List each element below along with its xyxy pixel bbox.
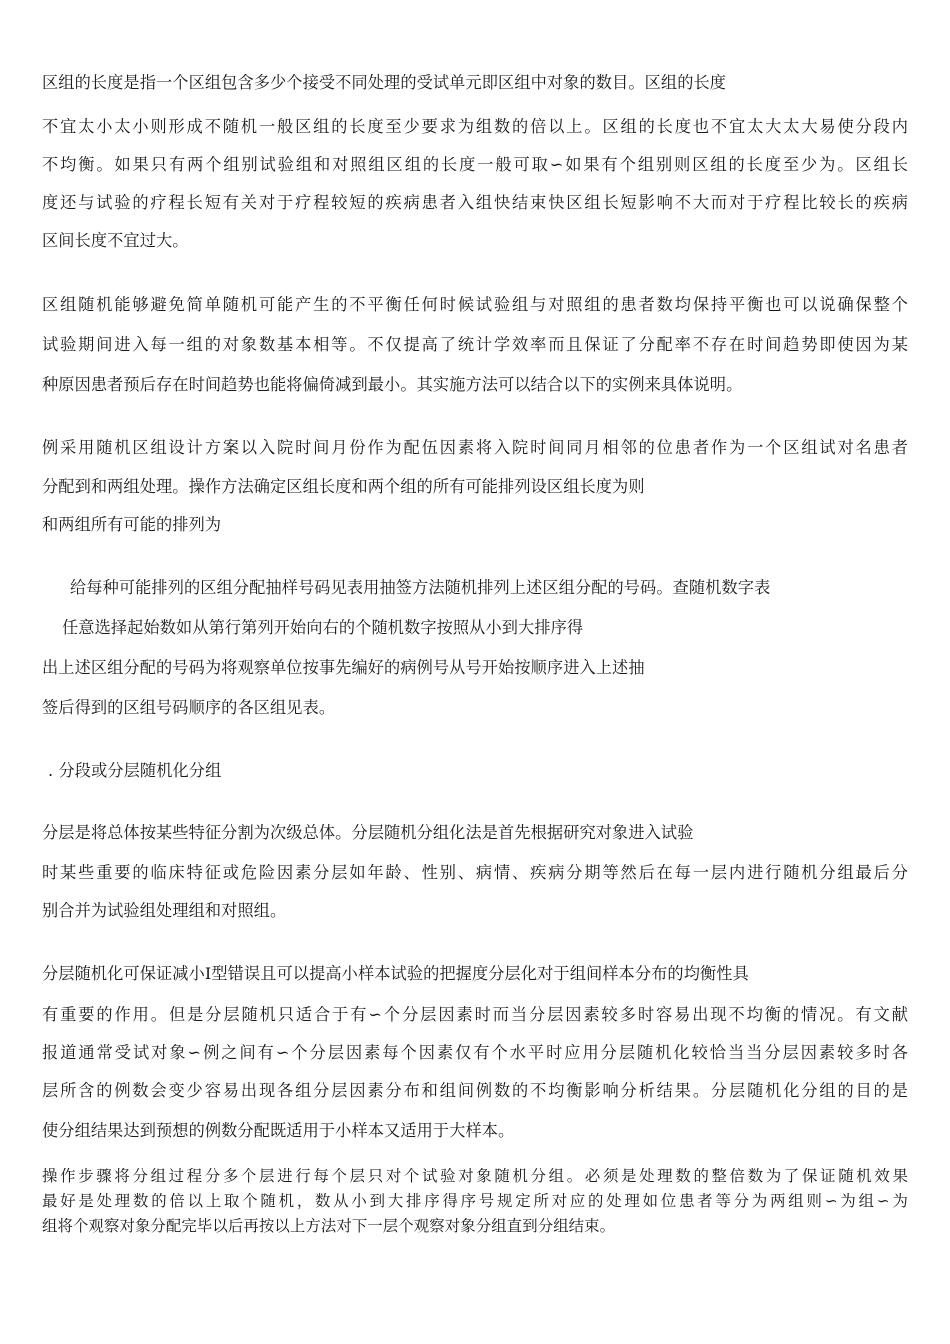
text-line: 最好是处理数的倍以上取个随机，数从小到大排序得序号规定所对应的处理如位患者等分为两组则∽为组∽为 — [42, 1192, 908, 1210]
text-line: 时某些重要的临床特征或危险因素分层如年龄、性别、病情、疾病分期等然后在每一层内进行随机分组最后分 — [42, 863, 908, 882]
text-line: 分配到和两组处理。操作方法确定区组长度和两个组的所有可能排列设区组长度为则 — [42, 477, 645, 496]
text-line: 分层是将总体按某些特征分割为次级总体。分层随机分组化法是首先根据研究对象进入试验 — [42, 823, 694, 842]
text-line: 别合并为试验组处理组和对照组。 — [42, 901, 287, 920]
text-line: 给每种可能排列的区组分配抽样号码见表用抽签方法随机排列上述区组分配的号码。查随机数字表 — [70, 578, 771, 597]
text-line: 组将个观察对象分配完毕以后再按以上方法对下一层个观察对象分组直到分组结束。 — [42, 1217, 616, 1235]
text-line: 区间长度不宜过大。 — [42, 231, 189, 250]
text-line: 区组的长度是指一个区组包含多少个接受不同处理的受试单元即区组中对象的数目。区组的长度 — [42, 73, 727, 92]
section-heading: . 分段或分层随机化分组 — [48, 761, 222, 780]
text-line: 使分组结果达到预想的例数分配既适用于小样本又适用于大样本。 — [42, 1121, 515, 1140]
text-line: 种原因患者预后存在时间趋势也能将偏倚减到最小。其实施方法可以结合以下的实例来具体说明。 — [42, 375, 743, 394]
text-line: 操作步骤将分组过程分多个层进行每个层只对个试验对象随机分组。必须是处理数的整倍数为了保证随机效果 — [42, 1167, 908, 1185]
text-line: 报道通常受试对象∽例之间有∽个分层因素每个因素仅有个水平时应用分层随机化较恰当当分层因素较多时各 — [42, 1043, 908, 1062]
text-line: 签后得到的区组号码顺序的各区组见表。 — [42, 698, 336, 717]
text-line: 任意选择起始数如从第行第列开始向右的个随机数字按照从小到大排序得 — [62, 618, 584, 637]
text-line: 和两组所有可能的排列为 — [42, 515, 222, 534]
text-line: 例采用随机区组设计方案以入院时间月份作为配伍因素将入院时间同月相邻的位患者作为一个区组试对名患者 — [42, 438, 908, 457]
text-line: 区组随机能够避免简单随机可能产生的不平衡任何时候试验组与对照组的患者数均保持平衡也可以说确保整个 — [42, 295, 908, 314]
text-line: 有重要的作用。但是分层随机只适合于有∽个分层因素时而当分层因素较多时容易出现不均衡的情况。有文献 — [42, 1005, 908, 1024]
text-line: 分层随机化可保证减小Ⅰ型错误且可以提高小样本试验的把握度分层化对于组间样本分布的均衡性具 — [42, 964, 749, 983]
text-line: 不宜太小太小则形成不随机一般区组的长度至少要求为组数的倍以上。区组的长度也不宜太大太大易使分段内 — [42, 117, 908, 136]
text-line: 出上述区组分配的号码为将观察单位按事先编好的病例号从号开始按顺序进入上述抽 — [42, 658, 645, 677]
text-line: 不均衡。如果只有两个组别试验组和对照组区组的长度一般可取∽如果有个组别则区组的长度至少为。区组长 — [42, 155, 908, 174]
text-line: 度还与试验的疗程长短有关对于疗程较短的疾病患者入组快结束快区组长短影响不大而对于疗程比较长的疾病 — [42, 193, 908, 212]
text-line: 层所含的例数会变少容易出现各组分层因素分布和组间例数的不均衡影响分析结果。分层随机化分组的目的是 — [42, 1081, 908, 1100]
text-line: 试验期间进入每一组的对象数基本相等。不仅提高了统计学效率而且保证了分配率不存在时间趋势即使因为某 — [42, 335, 908, 354]
